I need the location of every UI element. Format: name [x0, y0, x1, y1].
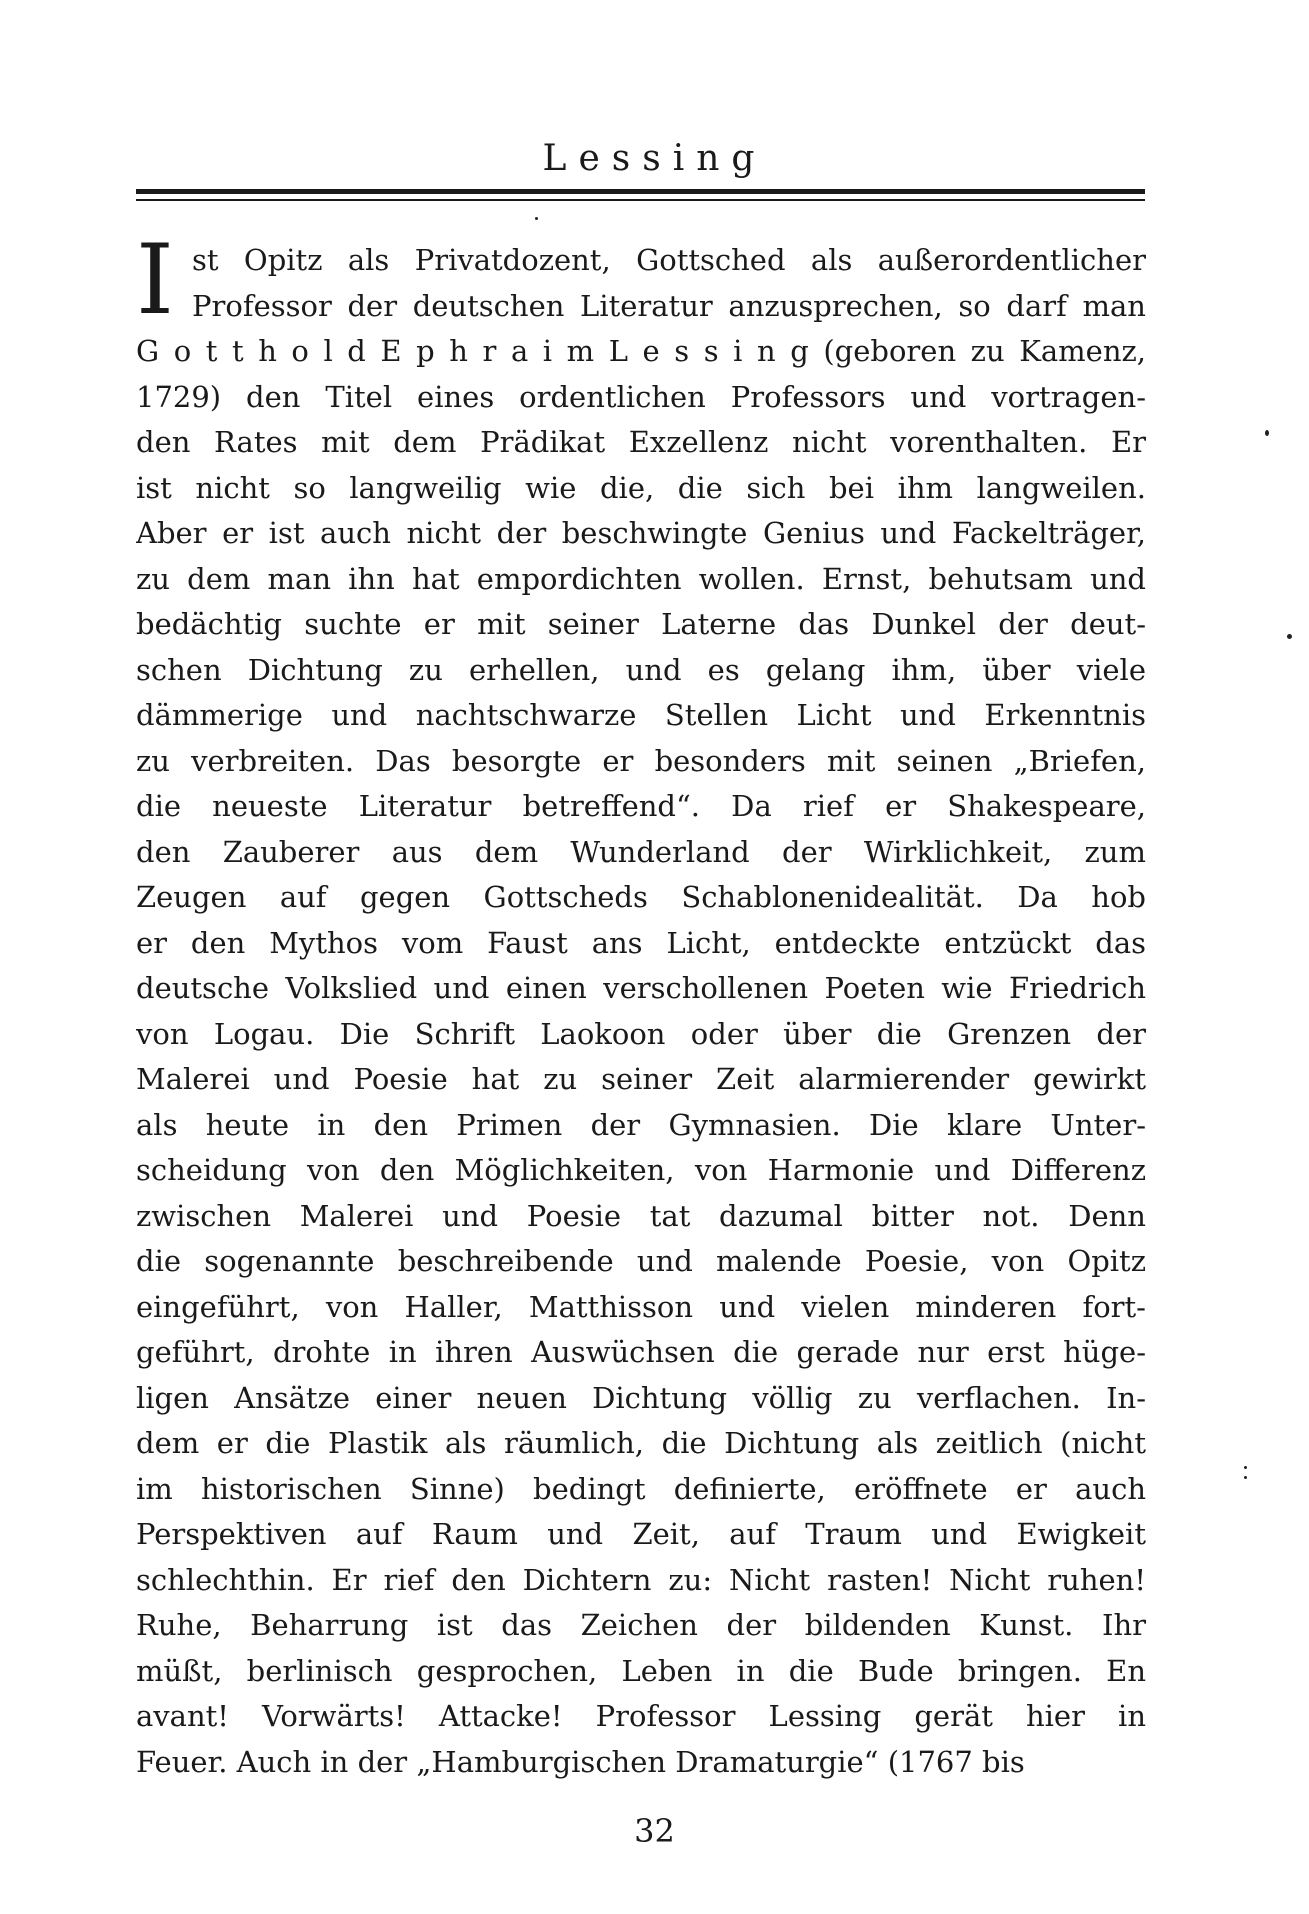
text-line: die neueste Literatur betreffend“. Da rief er Shakespeare, [136, 789, 1146, 823]
text-line: eingeführt, von Haller, Matthisson und vielen minderen fort- [136, 1289, 1146, 1324]
text-line: von Logau. Die Schrift Laokoon oder über die Grenzen der [136, 1016, 1146, 1051]
text-line: G o t t h o l d E p h r a i m L e s s i n g (geboren zu Kamenz, [136, 334, 1146, 368]
text-line: ist nicht so langweilig wie die, die sich bei ihm langweilen. [136, 470, 1146, 505]
text-line: dämmerige und nachtschwarze Stellen Licht und Erkenntnis [136, 698, 1146, 732]
text-line: schen Dichtung zu erhellen, und es gelang ihm, über viele [136, 652, 1146, 687]
text-line: Perspektiven auf Raum und Zeit, auf Traum und Ewigkeit [136, 1517, 1146, 1551]
text-line: geführt, drohte in ihren Auswüchsen die gerade nur erst hüge- [136, 1335, 1146, 1369]
text-line: zwischen Malerei und Poesie tat dazumal bitter not. Denn [136, 1198, 1146, 1233]
header-rule-thick [136, 189, 1145, 194]
text-line: Ruhe, Beharrung ist das Zeichen der bildenden Kunst. Ihr [136, 1608, 1146, 1642]
text-line: scheidung von den Möglichkeiten, von Harmonie und Differenz [136, 1153, 1146, 1187]
text-line: Feuer. Auch in der „Hamburgischen Dramaturgie“ (1767 bis [136, 1744, 1025, 1779]
text-line: die sogenannte beschreibende und malende Poesie, von Opitz [136, 1244, 1146, 1278]
text-line: ligen Ansätze einer neuen Dichtung völlig zu verflachen. In- [136, 1380, 1146, 1415]
text-line: Malerei und Poesie hat zu seiner Zeit alarmierender gewirkt [136, 1062, 1146, 1096]
text-line: 1729) den Titel eines ordentlichen Professors und vortragen- [136, 379, 1146, 414]
scan-speck [1265, 430, 1269, 436]
text-line: Zeugen auf gegen Gottscheds Schablonenidealität. Da hob [136, 880, 1146, 914]
text-line: im historischen Sinne) bedingt definierte, eröffnete er auch [136, 1471, 1146, 1506]
text-line: er den Mythos vom Faust ans Licht, entdeckte entzückt das [136, 925, 1146, 960]
text-line: Aber er ist auch nicht der beschwingte Genius und Fackelträger, [136, 516, 1146, 550]
text-line: zu dem man ihn hat empordichten wollen. Ernst, behutsam und [136, 561, 1146, 596]
text-line: zu verbreiten. Das besorgte er besonders mit seinen „Briefen, [136, 743, 1146, 778]
scan-speck [535, 217, 538, 220]
header-rule-thin [136, 199, 1145, 201]
text-line: dem er die Plastik als räumlich, die Dichtung als zeitlich (nicht [136, 1426, 1146, 1460]
text-line: den Rates mit dem Prädikat Exzellenz nicht vorenthalten. Er [136, 425, 1146, 459]
text-line: bedächtig suchte er mit seiner Laterne das Dunkel der deut- [136, 607, 1146, 641]
text-line: den Zauberer aus dem Wunderland der Wirklichkeit, zum [136, 834, 1146, 869]
text-line: als heute in den Primen der Gymnasien. Die klare Unter- [136, 1107, 1146, 1142]
text-line: deutsche Volkslied und einen verschollenen Poeten wie Friedrich [136, 971, 1146, 1005]
text-line: müßt, berlinisch gesprochen, Leben in die Bude bringen. En [136, 1653, 1146, 1688]
text-line: st Opitz als Privatdozent, Gottsched als außerordentlicher [192, 243, 1146, 277]
text-line: Professor der deutschen Literatur anzusprechen, so darf man [192, 288, 1146, 323]
scan-speck [1287, 634, 1292, 639]
body-text [136, 238, 1146, 1785]
scan-speck [1244, 1476, 1247, 1479]
text-line: avant! Vorwärts! Attacke! Professor Lessing gerät hier in [136, 1699, 1146, 1733]
drop-cap: I [136, 224, 174, 336]
text-line: schlechthin. Er rief den Dichtern zu: Nicht rasten! Nicht ruhen! [136, 1562, 1146, 1597]
running-header: Lessing [542, 138, 767, 179]
page-number: 32 [634, 1812, 675, 1850]
scan-speck [1244, 1466, 1247, 1469]
